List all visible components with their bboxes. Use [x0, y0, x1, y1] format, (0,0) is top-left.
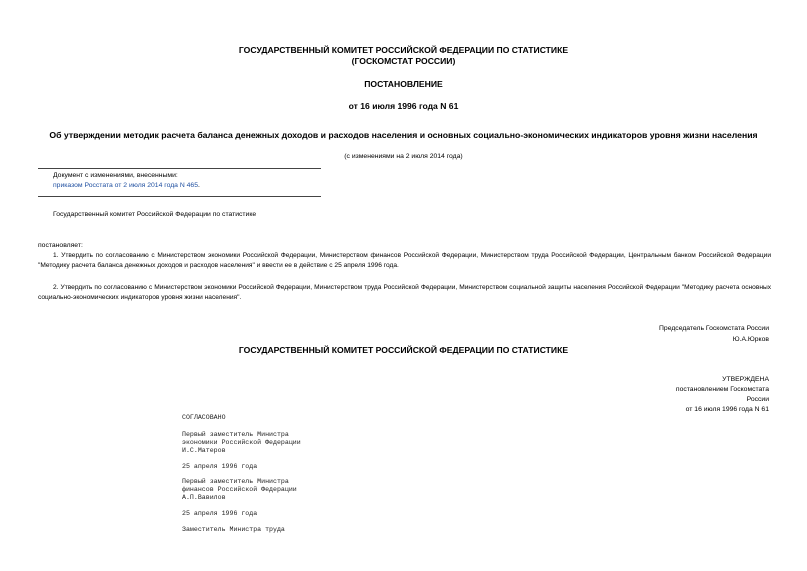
document-title: Об утверждении методик расчета баланса денежных доходов и расходов населения и основных социально-экономических индикаторов уровня жизни населения	[49, 130, 758, 140]
second-committee-header: ГОСУДАРСТВЕННЫЙ КОМИТЕТ РОССИЙСКОЙ ФЕДЕРАЦИИ ПО СТАТИСТИКЕ	[238, 345, 569, 355]
agreed-block1-line3: И.С.Матеров	[182, 447, 226, 454]
decree-paragraph-1: 1. Утвердить по согласованию с Министерством экономики Российской Федерации, Министерством финансов Российской Федерации, Министерством труда Российской Федерации, Центральным банком Российской Федерации "Методику расчета баланса денежных доходов и расходов населения" и ввести ее в действие с 25 апреля 1996 года.	[38, 252, 771, 269]
changes-box-bottom-rule	[38, 196, 321, 197]
agreed-block1-line1: Первый заместитель Министра	[182, 431, 289, 438]
agreed-date-2: 25 апреля 1996 года	[182, 510, 258, 517]
committee-name-line1: ГОСУДАРСТВЕННЫЙ КОМИТЕТ РОССИЙСКОЙ ФЕДЕРАЦИИ ПО СТАТИСТИКЕ	[238, 45, 569, 55]
agreed-block2-line1: Первый заместитель Министра	[182, 478, 289, 485]
approved-date: от 16 июля 1996 года N 61	[685, 406, 769, 413]
issuer-name: Государственный комитет Российской Федерации по статистике	[53, 211, 257, 218]
amendment-link[interactable]: приказом Росстата от 2 июля 2014 года N 465	[53, 182, 198, 189]
approved-by: постановлением Госкомстата	[675, 386, 769, 393]
changes-box-top-rule	[38, 168, 321, 169]
document-type: ПОСТАНОВЛЕНИЕ	[364, 79, 443, 89]
document-date-number: от 16 июля 1996 года N 61	[348, 101, 459, 111]
agreed-block2-line2: финансов Российской Федерации	[182, 486, 297, 493]
amendment-link-suffix: .	[197, 182, 200, 189]
committee-name-line2: (ГОСКОМСТАТ РОССИИ)	[351, 56, 456, 66]
approved-label: УТВЕРЖДЕНА	[722, 376, 769, 383]
amendment-note: (с изменениями на 2 июля 2014 года)	[344, 153, 463, 160]
agreed-block1-line2: экономики Российской Федерации	[182, 439, 301, 446]
agreed-label: СОГЛАСОВАНО	[182, 414, 226, 421]
decrees-label: постановляет:	[38, 242, 83, 249]
agreed-date-1: 25 апреля 1996 года	[182, 463, 258, 470]
signature-position: Председатель Госкомстата России	[659, 325, 769, 332]
decree-paragraph-2: 2. Утвердить по согласованию с Министерством экономики Российской Федерации, Министерством труда Российской Федерации, Министерством социальной защиты населения Российской Федерации "Методику расчета основных социально-экономических индикаторов уровня жизни населения".	[38, 284, 771, 301]
changes-box-intro: Документ с изменениями, внесенными:	[53, 172, 178, 179]
signature-name: Ю.А.Юрков	[732, 336, 769, 343]
agreed-block2-line3: А.П.Вавилов	[182, 494, 226, 501]
approved-by-country: России	[746, 396, 769, 403]
changes-box-link-line	[53, 181, 321, 190]
agreed-block3-line1: Заместитель Министра труда	[182, 526, 285, 533]
